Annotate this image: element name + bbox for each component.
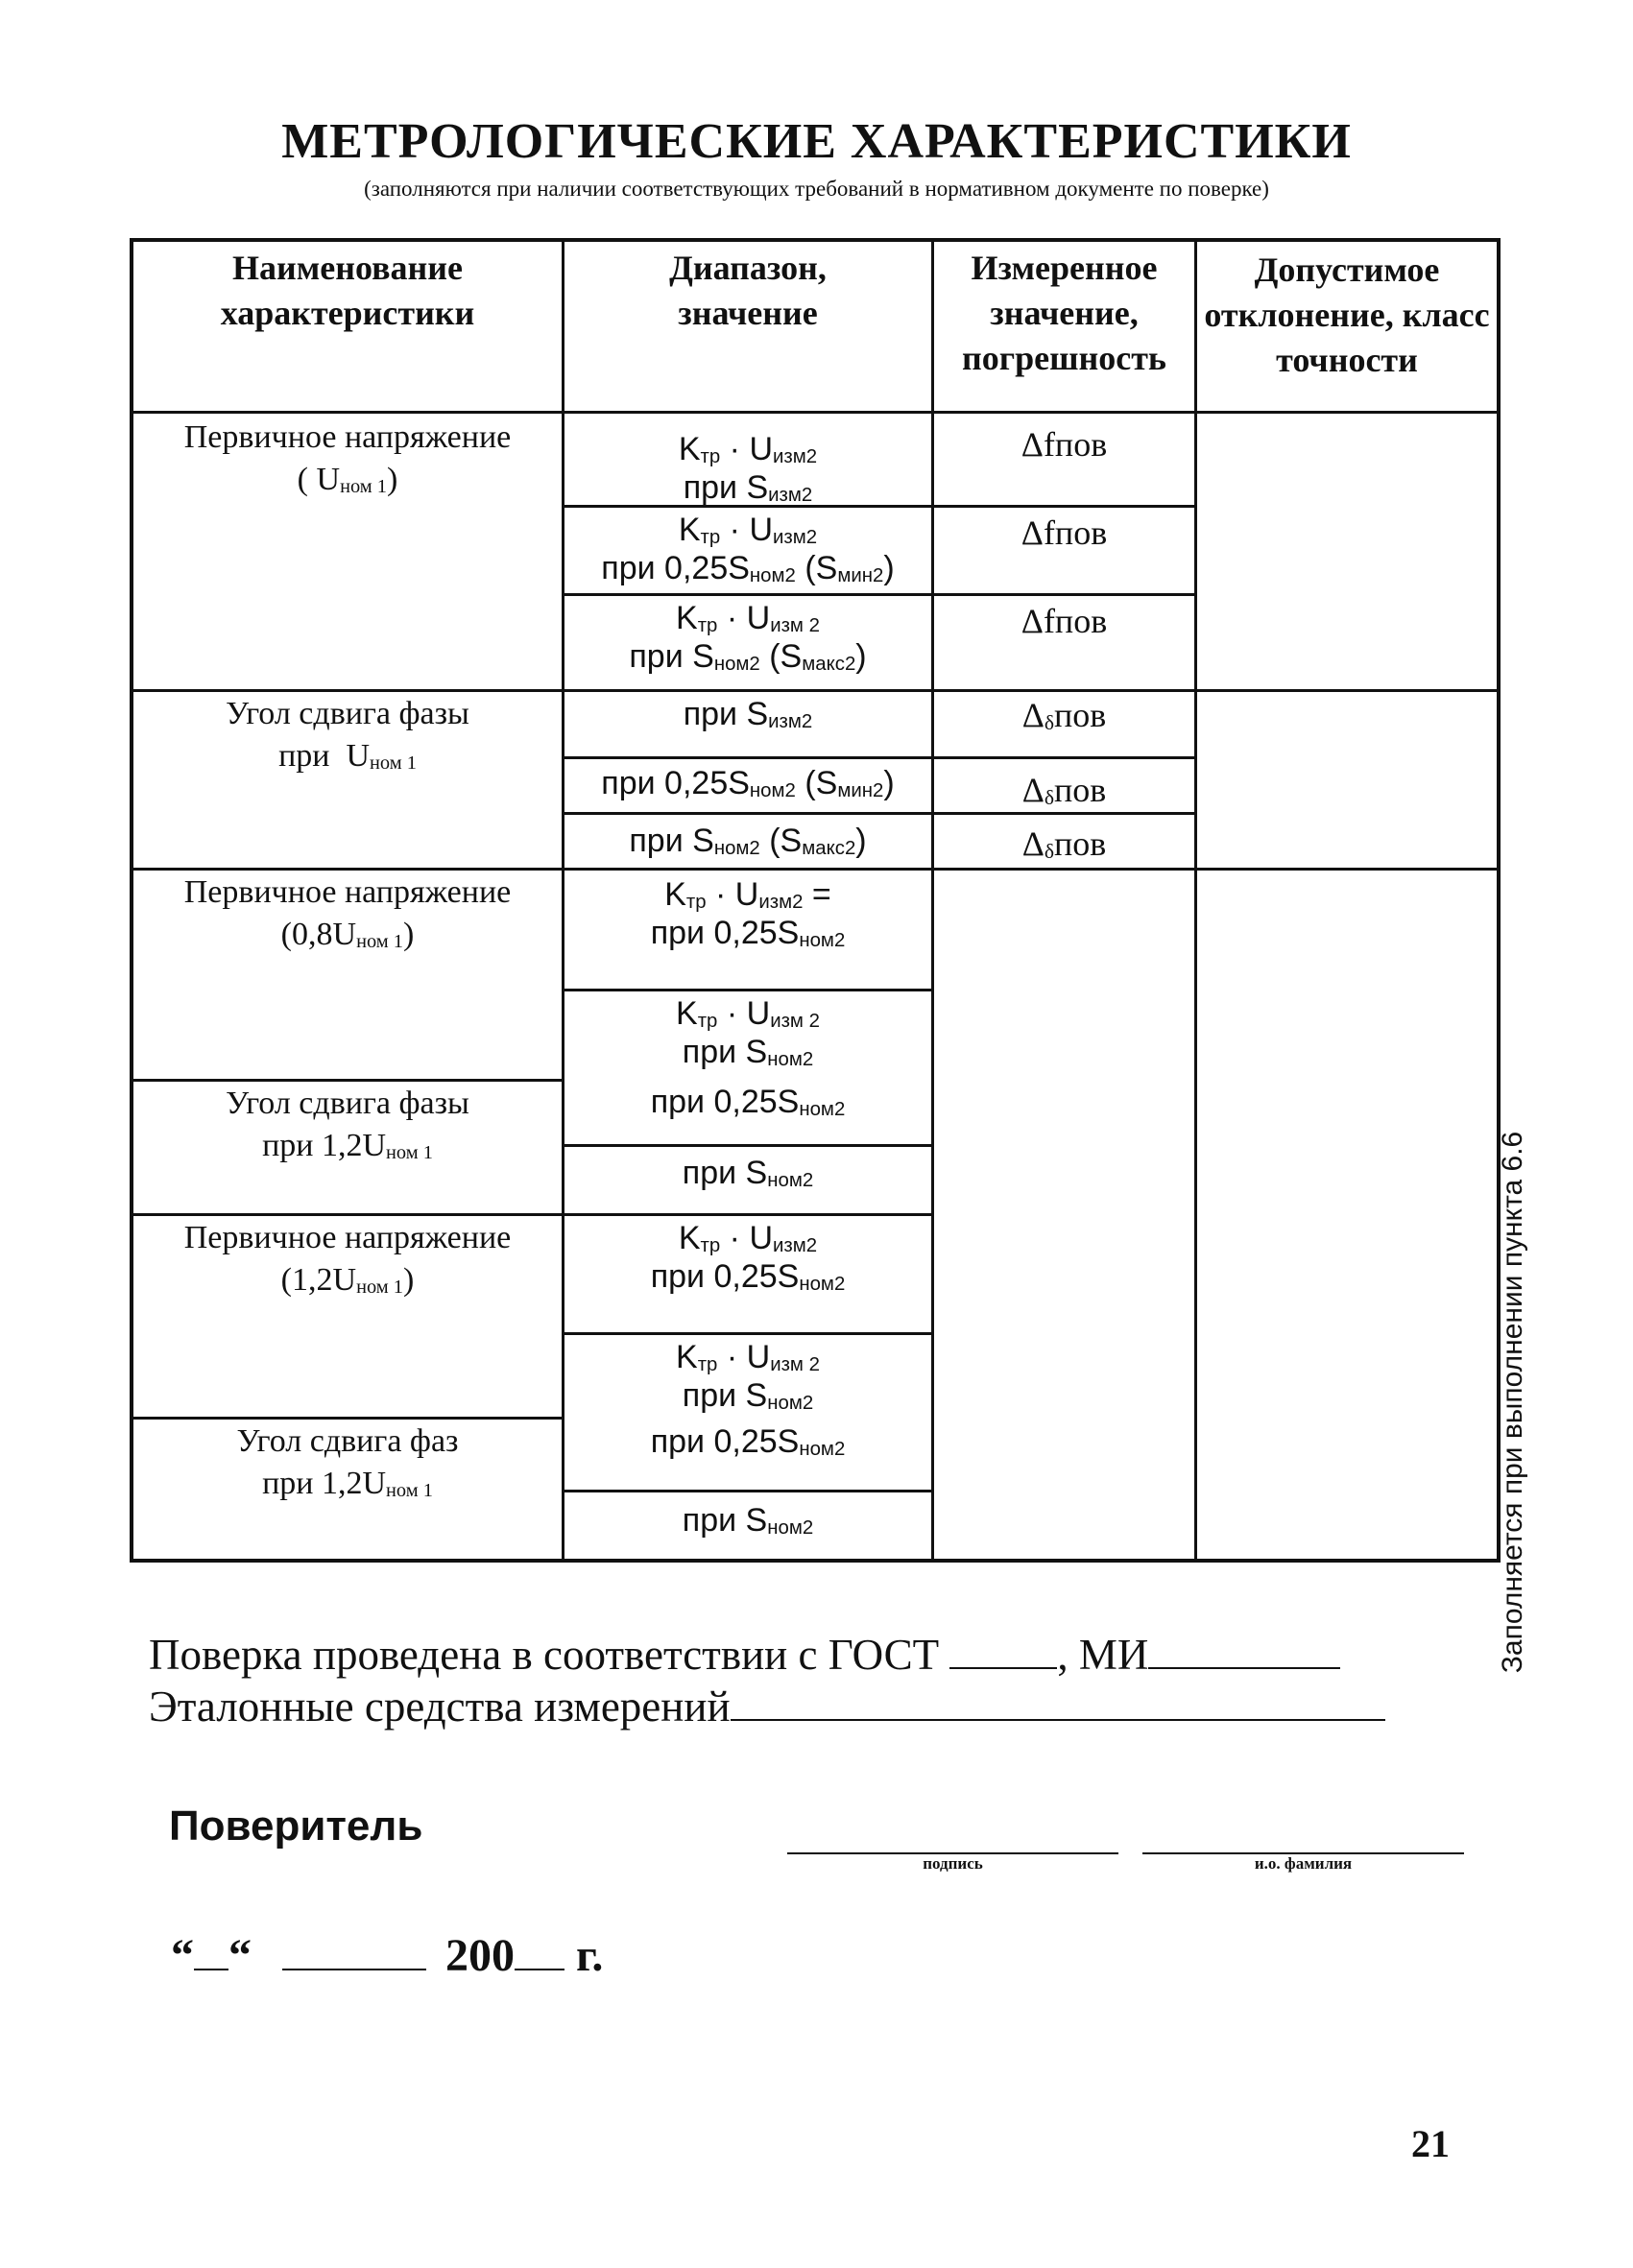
range-cell: $K_{тр} \cdot U_{изм2}$ при $0,25S_{ном2}$ xyxy=(650,1220,846,1296)
standards-blank[interactable] xyxy=(731,1683,1385,1721)
range-cell: при $0,25S_{ном2}$ xyxy=(650,1084,846,1121)
name-caption: и.о. фамилия xyxy=(1254,1854,1353,1873)
verifier-label: Поверитель xyxy=(169,1802,423,1850)
range-cell: $K_{тр} \cdot U_{изм2}$ = при $0,25S_{ном2}$ xyxy=(650,876,846,952)
section-name: Угол сдвига фазы при $U_{ном 1}$ xyxy=(226,696,469,775)
range-cell: при $S_{изм2}$ xyxy=(683,696,813,733)
header-name: Наименование характеристики xyxy=(220,249,475,332)
range-cell: при $0,25S_{ном2}$ xyxy=(650,1423,846,1461)
measured-cell: $\Delta_\delta пов$ xyxy=(1021,696,1107,735)
range-cell: $K_{тр} \cdot U_{изм 2}$ при $S_{ном2}$ xyxy=(676,1339,820,1415)
range-cell: при $S_{ном2}$ xyxy=(682,1155,814,1192)
date-line: “ “ 200 г. xyxy=(171,1930,604,1981)
section-name: Первичное напряжение $(1,2U_{ном 1})$ xyxy=(183,1220,512,1299)
gost-blank[interactable] xyxy=(949,1631,1057,1669)
measured-cell: Δfпов xyxy=(1021,425,1108,464)
range-cell: при $S_{ном2}$ xyxy=(682,1502,814,1540)
range-cell: при $0,25S_{ном2}$ $(S_{мин2})$ xyxy=(601,765,895,802)
mi-blank[interactable] xyxy=(1148,1631,1340,1669)
section-name: Угол сдвига фаз при $1,2U_{ном 1}$ xyxy=(236,1423,459,1502)
range-cell: $K_{тр} \cdot U_{изм 2}$ при $S_{ном2}$ xyxy=(676,995,820,1071)
gost-line: Поверка проведена в соответствии с ГОСТ , МИ xyxy=(149,1630,1340,1680)
section-name: Первичное напряжение ( $U_{ном 1}$) xyxy=(183,419,512,498)
year-blank[interactable] xyxy=(515,1932,564,1970)
header-measured: Измеренное значение, погрешность xyxy=(962,249,1166,377)
measured-cell: $\Delta_\delta пов$ xyxy=(1021,771,1107,810)
header-range: Диапазон, значение xyxy=(669,249,827,332)
day-blank[interactable] xyxy=(194,1932,228,1970)
range-cell: при $S_{ном2}$ $(S_{макс2})$ xyxy=(629,823,867,860)
measured-cell: Δfпов xyxy=(1021,513,1108,552)
measured-cell: $\Delta_\delta пов$ xyxy=(1021,824,1107,864)
section-name: Первичное напряжение $(0,8U_{ном 1})$ xyxy=(183,874,512,953)
range-cell: $K_{тр} \cdot U_{изм 2}$ при $S_{ном2}$ $(S_{макс2})$ xyxy=(629,600,867,676)
page-subtitle: (заполняются при наличии соответствующих требований в нормативном документе по поверке) xyxy=(364,177,1269,201)
month-blank[interactable] xyxy=(282,1932,426,1970)
section-name: Угол сдвига фазы при $1,2U_{ном 1}$ xyxy=(226,1086,469,1164)
page-title: МЕТРОЛОГИЧЕСКИЕ ХАРАКТЕРИСТИКИ xyxy=(281,114,1352,169)
range-cell: $K_{тр} \cdot U_{изм2}$ при $0,25S_{ном2}$ $(S_{мин2})$ xyxy=(601,512,895,587)
measured-cell: Δfпов xyxy=(1021,602,1108,640)
page-number: 21 xyxy=(1411,2122,1450,2165)
signature-caption: подпись xyxy=(923,1854,983,1873)
range-cell: $K_{тр} \cdot U_{изм2}$ при $S_{изм2}$ xyxy=(678,431,818,507)
standards-line: Эталонные средства измерений xyxy=(149,1682,1385,1731)
header-tolerance: Допустимое отклонение, класс точности xyxy=(1204,251,1490,379)
vertical-note: Заполняется при выполнении пункта 6.6 xyxy=(1497,1131,1528,1674)
